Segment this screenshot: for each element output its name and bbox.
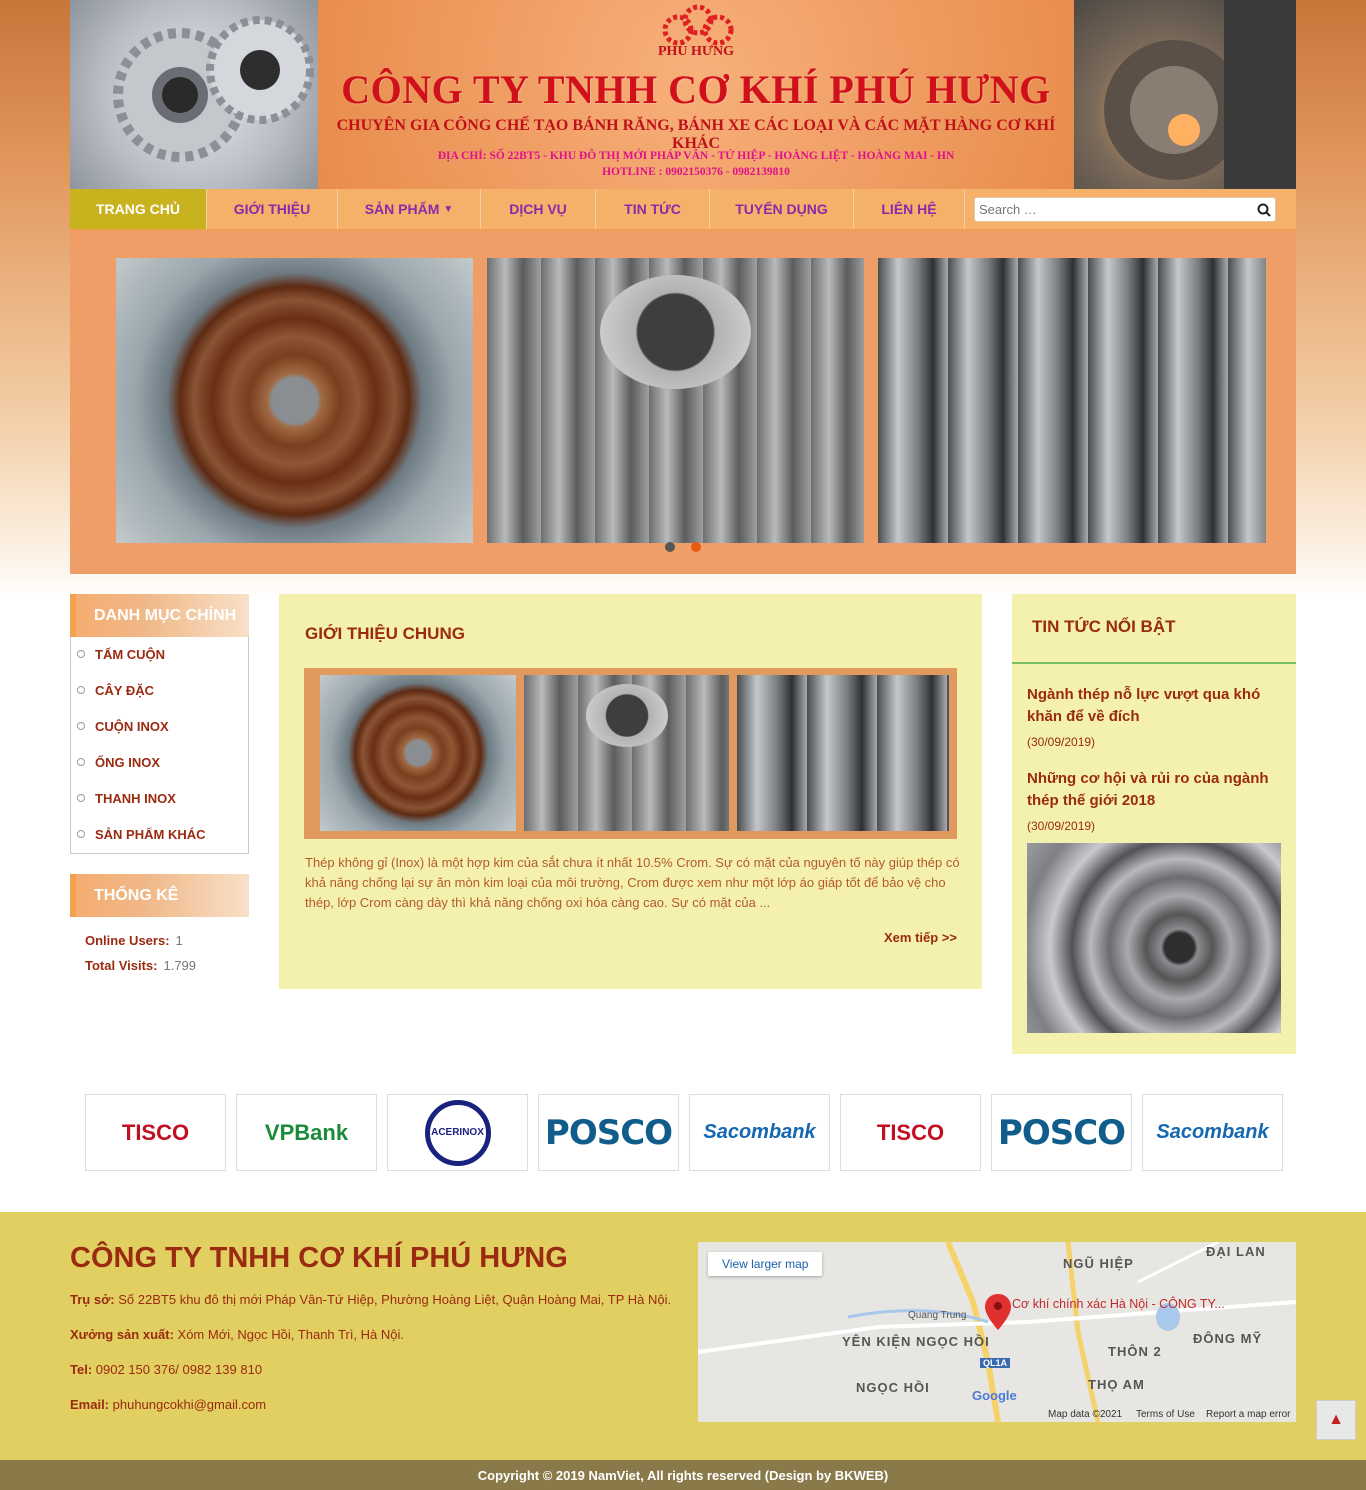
category-item[interactable] [71, 680, 154, 700]
news-image-gears[interactable] [1027, 843, 1281, 1033]
slide-spur-gear [487, 258, 864, 543]
footer-tel-label: Tel: [70, 1362, 93, 1377]
circle-bullet-icon [77, 758, 85, 766]
categories-heading: DANH MỤC CHÍNH [70, 594, 249, 637]
gears-photo [70, 0, 318, 189]
company-tagline: CHUYÊN GIA CÔNG CHẾ TẠO BÁNH RĂNG, BÁNH XE CÁC LOẠI VÀ CÁC MẶT HÀNG CƠ KHÍ KHÁC [336, 117, 1056, 152]
footer-hq-value: Số 22BT5 khu đô thị mới Pháp Vân-Tứ Hiệp, Phường Hoàng Liệt, Quận Hoàng Mai, TP Hà Nội. [118, 1292, 672, 1307]
map-place: Quang Trung [908, 1310, 967, 1321]
footer-company-name: CÔNG TY TNHH CƠ KHÍ PHÚ HƯNG [70, 1242, 568, 1274]
map-place: NGŨ HIỆP [1063, 1256, 1134, 1271]
stats-heading: THỐNG KÊ [70, 874, 249, 917]
map-place: YÊN KIỆN NGỌC HỒI [842, 1334, 990, 1349]
category-item[interactable] [71, 716, 169, 736]
nav-dich-vu[interactable]: DỊCH VỤ [481, 189, 596, 229]
news-divider [1012, 662, 1296, 664]
partner-name: Sacombank [703, 1121, 816, 1143]
footer-tel-value: 0902 150 376/ 0982 139 810 [95, 1362, 263, 1377]
footer-hq-label: Trụ sở: [70, 1292, 115, 1307]
map-place: THỌ AM [1088, 1377, 1145, 1392]
partner-name: TISCO [876, 1119, 945, 1145]
circle-bullet-icon [77, 722, 85, 730]
company-hotline: HOTLINE : 0902150376 - 0982139810 [602, 166, 790, 178]
about-gallery [304, 668, 957, 839]
company-title: CÔNG TY TNHH CƠ KHÍ PHÚ HƯNG [341, 67, 1051, 112]
news-title: TIN TỨC NỔI BẬT [1032, 617, 1176, 636]
partner-logo-sacombank[interactable] [689, 1094, 830, 1171]
company-address: ĐỊA CHỈ: SỐ 22BT5 - KHU ĐÔ THỊ MỚI PHÁP VÂN - TỨ HIỆP - HOÀNG LIỆT - HOÀNG MAI - HN [437, 150, 955, 162]
machining-photo [1074, 0, 1296, 189]
category-item[interactable] [71, 644, 165, 664]
search-icon[interactable] [1253, 199, 1275, 221]
nav-trang-chu[interactable]: TRANG CHỦ [70, 189, 207, 229]
slider-dot-1[interactable] [665, 542, 675, 552]
map-place: THÔN 2 [1108, 1344, 1162, 1359]
view-larger-map-button[interactable]: View larger map [708, 1252, 822, 1276]
brand-name: PHÚ HƯNG [657, 44, 735, 59]
partner-name: Sacombank [1156, 1121, 1269, 1143]
footer [0, 1212, 1366, 1460]
map-place: NGỌC HỒI [856, 1380, 930, 1395]
stat-label: Total Visits: [85, 958, 158, 973]
map-place: ĐẠI LAN [1206, 1244, 1266, 1259]
footer-email [70, 1397, 266, 1412]
partner-name: POSCO [997, 1112, 1126, 1153]
about-text: Thép không gỉ (Inox) là một hợp kim của sắt chưa ít nhất 10.5% Crom. Sự có mặt của nguyên tố này giúp thép có khả năng chống lại sự ăn mòn kim loại của môi trường, Crom được xem như một lớp áo giáp tốt để bảo vệ cho thép, lớp Crom càng dày thì khả năng chống oxi hóa càng cao. Sự có mặt của ... [305, 855, 960, 910]
category-label: CUỘN INOX [95, 718, 169, 734]
partner-name: ACERINOX [425, 1100, 491, 1166]
category-item[interactable] [71, 752, 160, 772]
map-road-badge: QL1A [980, 1358, 1010, 1368]
read-more-link[interactable]: Xem tiếp >> [884, 930, 957, 945]
about-image-spur-gear[interactable] [524, 675, 729, 831]
about-section [279, 594, 982, 989]
hero-slider [70, 231, 1296, 574]
footer-hq [70, 1292, 671, 1307]
category-label: ỐNG INOX [95, 754, 161, 770]
category-label: SẢN PHẨM KHÁC [95, 826, 206, 842]
chevron-up-icon: ▲ [1328, 1411, 1344, 1428]
nav-tin-tuc[interactable]: TIN TỨC [596, 189, 710, 229]
partner-logo-sacombank[interactable] [1142, 1094, 1283, 1171]
back-to-top-button[interactable] [1316, 1400, 1356, 1440]
category-label: TẤM CUỘN [95, 646, 166, 662]
map-pin-label: Cơ khí chính xác Hà Nội - CÔNG TY... [1012, 1297, 1225, 1311]
stat-label: Online Users: [85, 933, 170, 948]
search-box [974, 197, 1276, 222]
nav-san-pham[interactable] [338, 189, 481, 229]
header-banner [70, 0, 1296, 189]
partner-logo-acerinox[interactable] [387, 1094, 528, 1171]
nav-lien-he[interactable]: LIÊN HỆ [854, 189, 965, 229]
categories-list [70, 637, 249, 854]
category-label: CÂY ĐẶC [95, 682, 154, 698]
category-item[interactable] [71, 824, 206, 844]
circle-bullet-icon [77, 794, 85, 802]
slide-bevel-gear [116, 258, 473, 543]
category-label: THANH INOX [95, 790, 176, 806]
nav-tuyen-dung[interactable]: TUYỂN DỤNG [710, 189, 854, 229]
map-terms-link[interactable]: Terms of Use [1136, 1409, 1195, 1420]
news-item-title[interactable]: Những cơ hội và rủi ro của ngành thép thế giới 2018 [1027, 770, 1269, 809]
main-nav [70, 189, 1296, 231]
news-item-date: (30/09/2019) [1027, 819, 1096, 833]
category-item[interactable] [71, 788, 176, 808]
partner-logo-tisco[interactable] [85, 1094, 226, 1171]
partner-name: VPBank [264, 1119, 349, 1145]
stat-value: 1 [175, 933, 183, 948]
partner-logo-posco[interactable] [991, 1094, 1132, 1171]
news-item-date: (30/09/2019) [1027, 735, 1096, 749]
news-item-title[interactable]: Ngành thép nỗ lực vượt qua khó khăn để về đích [1027, 686, 1261, 725]
search-input[interactable] [975, 199, 1253, 221]
nav-san-pham-label: SẢN PHẨM [364, 201, 440, 217]
banner-center [318, 0, 1074, 189]
about-title: GIỚI THIỆU CHUNG [305, 624, 465, 643]
map-data-credit: Map data ©2021 [1048, 1409, 1123, 1420]
map-place: ĐÔNG MỸ [1193, 1331, 1263, 1346]
map-report-link[interactable]: Report a map error [1206, 1409, 1291, 1420]
partner-logo-vpbank[interactable] [236, 1094, 377, 1171]
stat-total-visits [85, 958, 196, 973]
stat-online-users [85, 933, 183, 948]
footer-workshop-value: Xóm Mới, Ngọc Hồi, Thanh Trì, Hà Nội. [177, 1327, 405, 1342]
copyright-bar: Copyright © 2019 NamViet, All rights reserved (Design by BKWEB) [0, 1460, 1366, 1490]
circle-bullet-icon [77, 830, 85, 838]
slide-shafts [878, 258, 1266, 543]
footer-email-value[interactable]: phuhungcokhi@gmail.com [112, 1397, 267, 1412]
nav-gioi-thieu[interactable]: GIỚI THIỆU [207, 189, 338, 229]
circle-bullet-icon [77, 686, 85, 694]
partner-name: TISCO [121, 1119, 190, 1145]
caret-down-icon: ▼ [443, 203, 454, 215]
about-image-bevel-gear[interactable] [320, 675, 516, 831]
footer-email-label: Email: [70, 1397, 110, 1412]
google-logo: Google [972, 1388, 1017, 1403]
partner-logo-tisco[interactable] [840, 1094, 981, 1171]
footer-workshop-label: Xưởng sản xuất: [70, 1327, 174, 1342]
about-image-shafts[interactable] [737, 675, 949, 831]
news-section [1012, 594, 1296, 1054]
slider-dot-2[interactable] [691, 542, 701, 552]
partner-name: POSCO [544, 1112, 673, 1153]
slider-dots [70, 539, 1296, 557]
location-map[interactable] [698, 1242, 1296, 1422]
partner-logo-posco[interactable] [538, 1094, 679, 1171]
circle-bullet-icon [77, 650, 85, 658]
footer-workshop [70, 1327, 404, 1342]
footer-tel [70, 1362, 262, 1377]
stat-value: 1.799 [163, 958, 197, 973]
